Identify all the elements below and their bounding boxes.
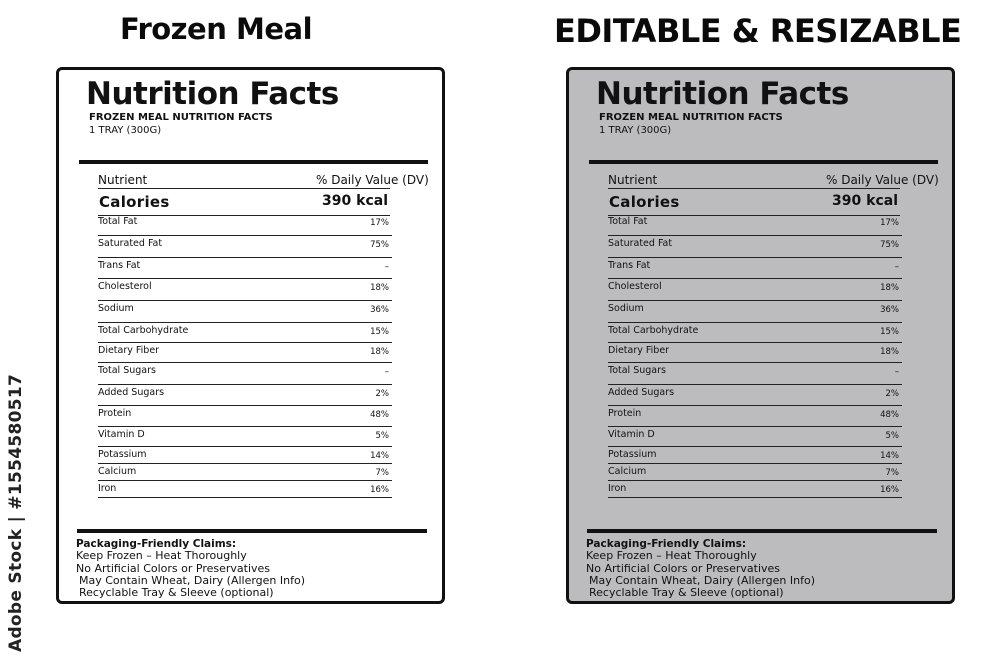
nutrient-daily-value: 48%	[880, 410, 899, 420]
nutrient-name: Protein	[98, 408, 132, 419]
nutrition-facts-title: Nutrition Facts	[596, 76, 849, 112]
thick-divider-bottom	[587, 529, 937, 533]
nutrient-rows	[608, 214, 902, 498]
nutrient-daily-value: 2%	[375, 389, 389, 399]
nutrient-row	[98, 464, 392, 481]
calories-row	[98, 188, 390, 216]
nutrient-row	[608, 481, 902, 498]
claims-title: Packaging-Friendly Claims:	[586, 538, 747, 550]
label-subtitle: FROZEN MEAL NUTRITION FACTS	[89, 112, 273, 123]
nutrient-name: Saturated Fat	[608, 238, 673, 249]
nutrient-row	[98, 323, 392, 343]
nutrient-row	[608, 464, 902, 481]
nutrient-daily-value: 16%	[370, 485, 389, 495]
nutrient-row	[98, 363, 392, 385]
nutrient-name: Saturated Fat	[98, 238, 163, 249]
nutrient-name: Potassium	[98, 449, 147, 460]
claim-line: May Contain Wheat, Dairy (Allergen Info)	[589, 573, 816, 587]
nutrient-daily-value: 7%	[885, 468, 899, 478]
nutrient-row	[608, 447, 902, 464]
nutrient-daily-value: 15%	[880, 327, 899, 337]
nutrient-name: Total Fat	[608, 216, 648, 227]
nutrient-row	[98, 406, 392, 427]
nutrient-row	[98, 427, 392, 447]
nutrient-name: Total Sugars	[98, 365, 156, 376]
column-header-nutrient: Nutrient	[98, 173, 148, 187]
nutrient-row	[98, 236, 392, 258]
nutrient-daily-value: –	[894, 367, 899, 377]
serving-size: 1 TRAY (300G)	[89, 125, 162, 136]
nutrient-daily-value: –	[894, 262, 899, 272]
nutrient-name: Calcium	[98, 466, 137, 477]
claim-line: Keep Frozen – Heat Thoroughly	[586, 549, 757, 563]
nutrient-daily-value: 75%	[880, 240, 899, 250]
calories-row	[608, 188, 900, 216]
claim-line: Recyclable Tray & Sleeve (optional)	[589, 586, 784, 600]
nutrient-row	[608, 323, 902, 343]
nutrient-daily-value: 16%	[880, 485, 899, 495]
nutrient-name: Trans Fat	[98, 260, 141, 271]
nutrient-name: Vitamin D	[98, 429, 145, 440]
nutrient-daily-value: 18%	[370, 283, 389, 293]
nutrition-label-white	[56, 67, 445, 604]
nutrient-name: Total Carbohydrate	[608, 325, 699, 336]
thick-divider-top	[79, 160, 428, 164]
nutrient-name: Protein	[608, 408, 642, 419]
nutrient-name: Trans Fat	[608, 260, 651, 271]
nutrient-row	[608, 427, 902, 447]
nutrient-name: Added Sugars	[608, 387, 675, 398]
nutrient-name: Total Sugars	[608, 365, 666, 376]
nutrient-daily-value: 14%	[880, 451, 899, 461]
nutrient-daily-value: 36%	[370, 305, 389, 315]
nutrient-name: Total Fat	[98, 216, 138, 227]
calories-value: 390 kcal	[322, 193, 388, 209]
column-header-daily-value: % Daily Value (DV)	[826, 173, 939, 187]
serving-size: 1 TRAY (300G)	[599, 125, 672, 136]
claim-line: No Artificial Colors or Preservatives	[76, 561, 271, 575]
calories-label: Calories	[609, 193, 680, 211]
nutrient-name: Vitamin D	[608, 429, 655, 440]
claim-line: May Contain Wheat, Dairy (Allergen Info)	[79, 573, 306, 587]
nutrient-rows	[98, 214, 392, 498]
nutrient-daily-value: 75%	[370, 240, 389, 250]
nutrient-daily-value: 5%	[375, 431, 389, 441]
stock-id-watermark: Adobe Stock | #1554580517	[6, 373, 26, 652]
nutrient-daily-value: 48%	[370, 410, 389, 420]
nutrient-daily-value: 18%	[880, 283, 899, 293]
nutrient-name: Total Carbohydrate	[98, 325, 189, 336]
nutrient-row	[98, 343, 392, 363]
column-header-daily-value: % Daily Value (DV)	[316, 173, 429, 187]
nutrient-row	[608, 301, 902, 323]
title-editable-resizable: EDITABLE & RESIZABLE	[554, 12, 962, 50]
nutrient-name: Potassium	[608, 449, 657, 460]
nutrient-row	[608, 343, 902, 363]
claim-line: Keep Frozen – Heat Thoroughly	[76, 549, 247, 563]
claim-line: No Artificial Colors or Preservatives	[586, 561, 781, 575]
label-subtitle: FROZEN MEAL NUTRITION FACTS	[599, 112, 783, 123]
nutrient-row	[98, 301, 392, 323]
nutrient-row	[608, 406, 902, 427]
nutrient-name: Dietary Fiber	[608, 345, 670, 356]
nutrient-row	[98, 385, 392, 406]
nutrient-daily-value: 17%	[880, 218, 899, 228]
nutrient-row	[608, 258, 902, 279]
nutrient-row	[98, 481, 392, 498]
nutrient-daily-value: 5%	[885, 431, 899, 441]
nutrition-facts-title: Nutrition Facts	[86, 76, 339, 112]
nutrient-name: Calcium	[608, 466, 647, 477]
nutrient-row	[98, 258, 392, 279]
nutrient-daily-value: 17%	[370, 218, 389, 228]
nutrient-daily-value: 15%	[370, 327, 389, 337]
nutrition-label-gray	[566, 67, 955, 604]
claim-line: Recyclable Tray & Sleeve (optional)	[79, 586, 274, 600]
nutrient-row	[98, 214, 392, 236]
nutrient-daily-value: –	[384, 367, 389, 377]
packaging-claims	[76, 538, 305, 599]
nutrient-name: Dietary Fiber	[98, 345, 160, 356]
nutrient-name: Sodium	[608, 303, 644, 314]
title-frozen-meal: Frozen Meal	[120, 12, 313, 46]
nutrient-name: Cholesterol	[608, 281, 662, 292]
nutrient-daily-value: –	[384, 262, 389, 272]
calories-label: Calories	[99, 193, 170, 211]
nutrient-daily-value: 2%	[885, 389, 899, 399]
column-header-nutrient: Nutrient	[608, 173, 658, 187]
nutrient-row	[608, 363, 902, 385]
nutrient-name: Added Sugars	[98, 387, 165, 398]
nutrient-row	[98, 447, 392, 464]
nutrient-name: Cholesterol	[98, 281, 152, 292]
nutrient-row	[608, 236, 902, 258]
nutrient-row	[608, 214, 902, 236]
nutrient-name: Iron	[98, 483, 117, 494]
claims-title: Packaging-Friendly Claims:	[76, 538, 237, 550]
thick-divider-bottom	[77, 529, 427, 533]
nutrient-daily-value: 7%	[375, 468, 389, 478]
thick-divider-top	[589, 160, 938, 164]
nutrient-daily-value: 14%	[370, 451, 389, 461]
nutrient-daily-value: 18%	[370, 347, 389, 357]
nutrient-row	[98, 279, 392, 301]
nutrient-row	[608, 279, 902, 301]
calories-value: 390 kcal	[832, 193, 898, 209]
nutrient-row	[608, 385, 902, 406]
nutrient-daily-value: 18%	[880, 347, 899, 357]
nutrient-name: Sodium	[98, 303, 134, 314]
nutrient-daily-value: 36%	[880, 305, 899, 315]
nutrient-name: Iron	[608, 483, 627, 494]
packaging-claims	[586, 538, 815, 599]
